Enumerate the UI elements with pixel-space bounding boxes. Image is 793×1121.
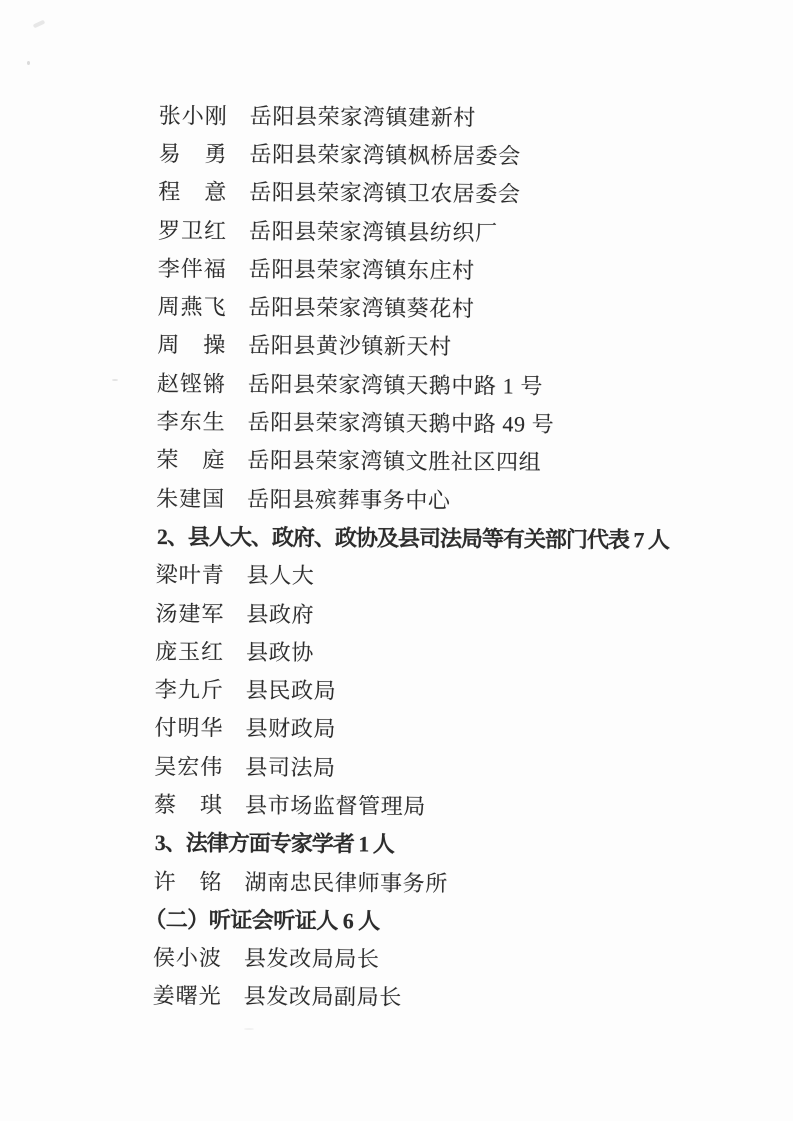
person-name: 梁叶青 (155, 562, 225, 588)
person-affiliation: 岳阳县荣家湾镇天鹅中路 1 号 (247, 371, 544, 399)
document-body (144, 95, 719, 1018)
person-affiliation: 湖南忠民律师事务所 (244, 869, 448, 896)
person-name: 荣 庭 (156, 447, 226, 473)
person-name: 姜曙光 (152, 983, 222, 1009)
person-affiliation: 县发改局副局长 (243, 984, 402, 1011)
roster-row (153, 976, 713, 1018)
person-affiliation: 岳阳县荣家湾镇葵花村 (248, 294, 475, 322)
person-name: 李九斤 (154, 677, 224, 703)
roster-row (155, 631, 715, 673)
roster-row (156, 555, 716, 597)
roster-row (154, 784, 714, 826)
person-name: 赵铿锵 (156, 370, 227, 397)
person-affiliation: 县司法局 (245, 754, 336, 780)
person-name: 许 铭 (153, 868, 223, 895)
person-name: 周燕飞 (157, 294, 227, 320)
person-name: 易 勇 (158, 140, 228, 167)
person-name: 程 意 (158, 179, 228, 205)
roster-row (156, 440, 716, 482)
person-affiliation: 岳阳县荣家湾镇县纺织厂 (248, 218, 498, 245)
person-affiliation: 岳阳县荣家湾镇建新村 (249, 103, 476, 130)
person-affiliation: 岳阳县荣家湾镇东庄村 (248, 256, 475, 284)
person-affiliation: 县市场监督管理局 (244, 792, 426, 819)
person-name: 蔡 琪 (153, 791, 224, 818)
scan-artifact (112, 379, 118, 381)
person-name: 庞玉红 (155, 638, 225, 665)
person-name: 汤建军 (155, 600, 225, 626)
roster-row (157, 325, 717, 367)
person-affiliation: 县政协 (246, 639, 315, 665)
person-affiliation: 县发改局局长 (243, 945, 380, 972)
roster-row (154, 746, 714, 788)
roster-row (158, 248, 718, 290)
scan-artifact (27, 61, 30, 65)
roster-row (157, 401, 717, 443)
section-heading-2: 2、县人大、政府、政协及县司法局等有关部门代表 7 人 (156, 523, 670, 553)
roster-row (153, 861, 713, 903)
roster-row (156, 478, 716, 520)
roster-row (159, 95, 719, 137)
roster-row (157, 286, 717, 328)
person-name: 张小刚 (158, 102, 228, 129)
person-name: 李东生 (156, 409, 226, 435)
person-affiliation: 岳阳县殡葬事务中心 (247, 486, 451, 513)
person-affiliation: 县政府 (246, 601, 315, 627)
person-name: 罗卫红 (157, 217, 228, 244)
person-affiliation: 县人大 (246, 562, 315, 589)
roster-row (155, 593, 715, 635)
person-affiliation: 岳阳县荣家湾镇卫农居委会 (249, 179, 521, 207)
person-name: 付明华 (154, 715, 224, 741)
scan-artifact (33, 20, 46, 29)
scan-artifact (244, 1028, 254, 1030)
person-name: 吴宏伟 (154, 753, 224, 780)
roster-row (158, 210, 718, 252)
person-affiliation: 岳阳县黄沙镇新天村 (248, 333, 452, 360)
person-name: 朱建国 (156, 485, 226, 512)
roster-row (158, 172, 718, 214)
person-affiliation: 岳阳县荣家湾镇文胜社区四组 (247, 447, 542, 475)
person-name: 周 操 (157, 332, 227, 358)
person-name: 李伴福 (157, 255, 227, 282)
person-affiliation: 县民政局 (245, 677, 337, 704)
roster-row (153, 938, 713, 980)
roster-row (157, 363, 717, 405)
section-heading-3: 3、法律方面专家学者 1 人 (154, 830, 394, 857)
subsection-heading-hearing-panel: （二）听证会听证人 6 人 (144, 906, 380, 934)
roster-row (158, 133, 718, 175)
person-name: 侯小波 (152, 945, 223, 971)
person-affiliation: 岳阳县荣家湾镇枫桥居委会 (249, 141, 521, 169)
person-affiliation: 岳阳县荣家湾镇天鹅中路 49 号 (247, 409, 555, 437)
roster-row (155, 669, 715, 711)
person-affiliation: 县财政局 (245, 716, 337, 742)
roster-row (154, 708, 714, 750)
